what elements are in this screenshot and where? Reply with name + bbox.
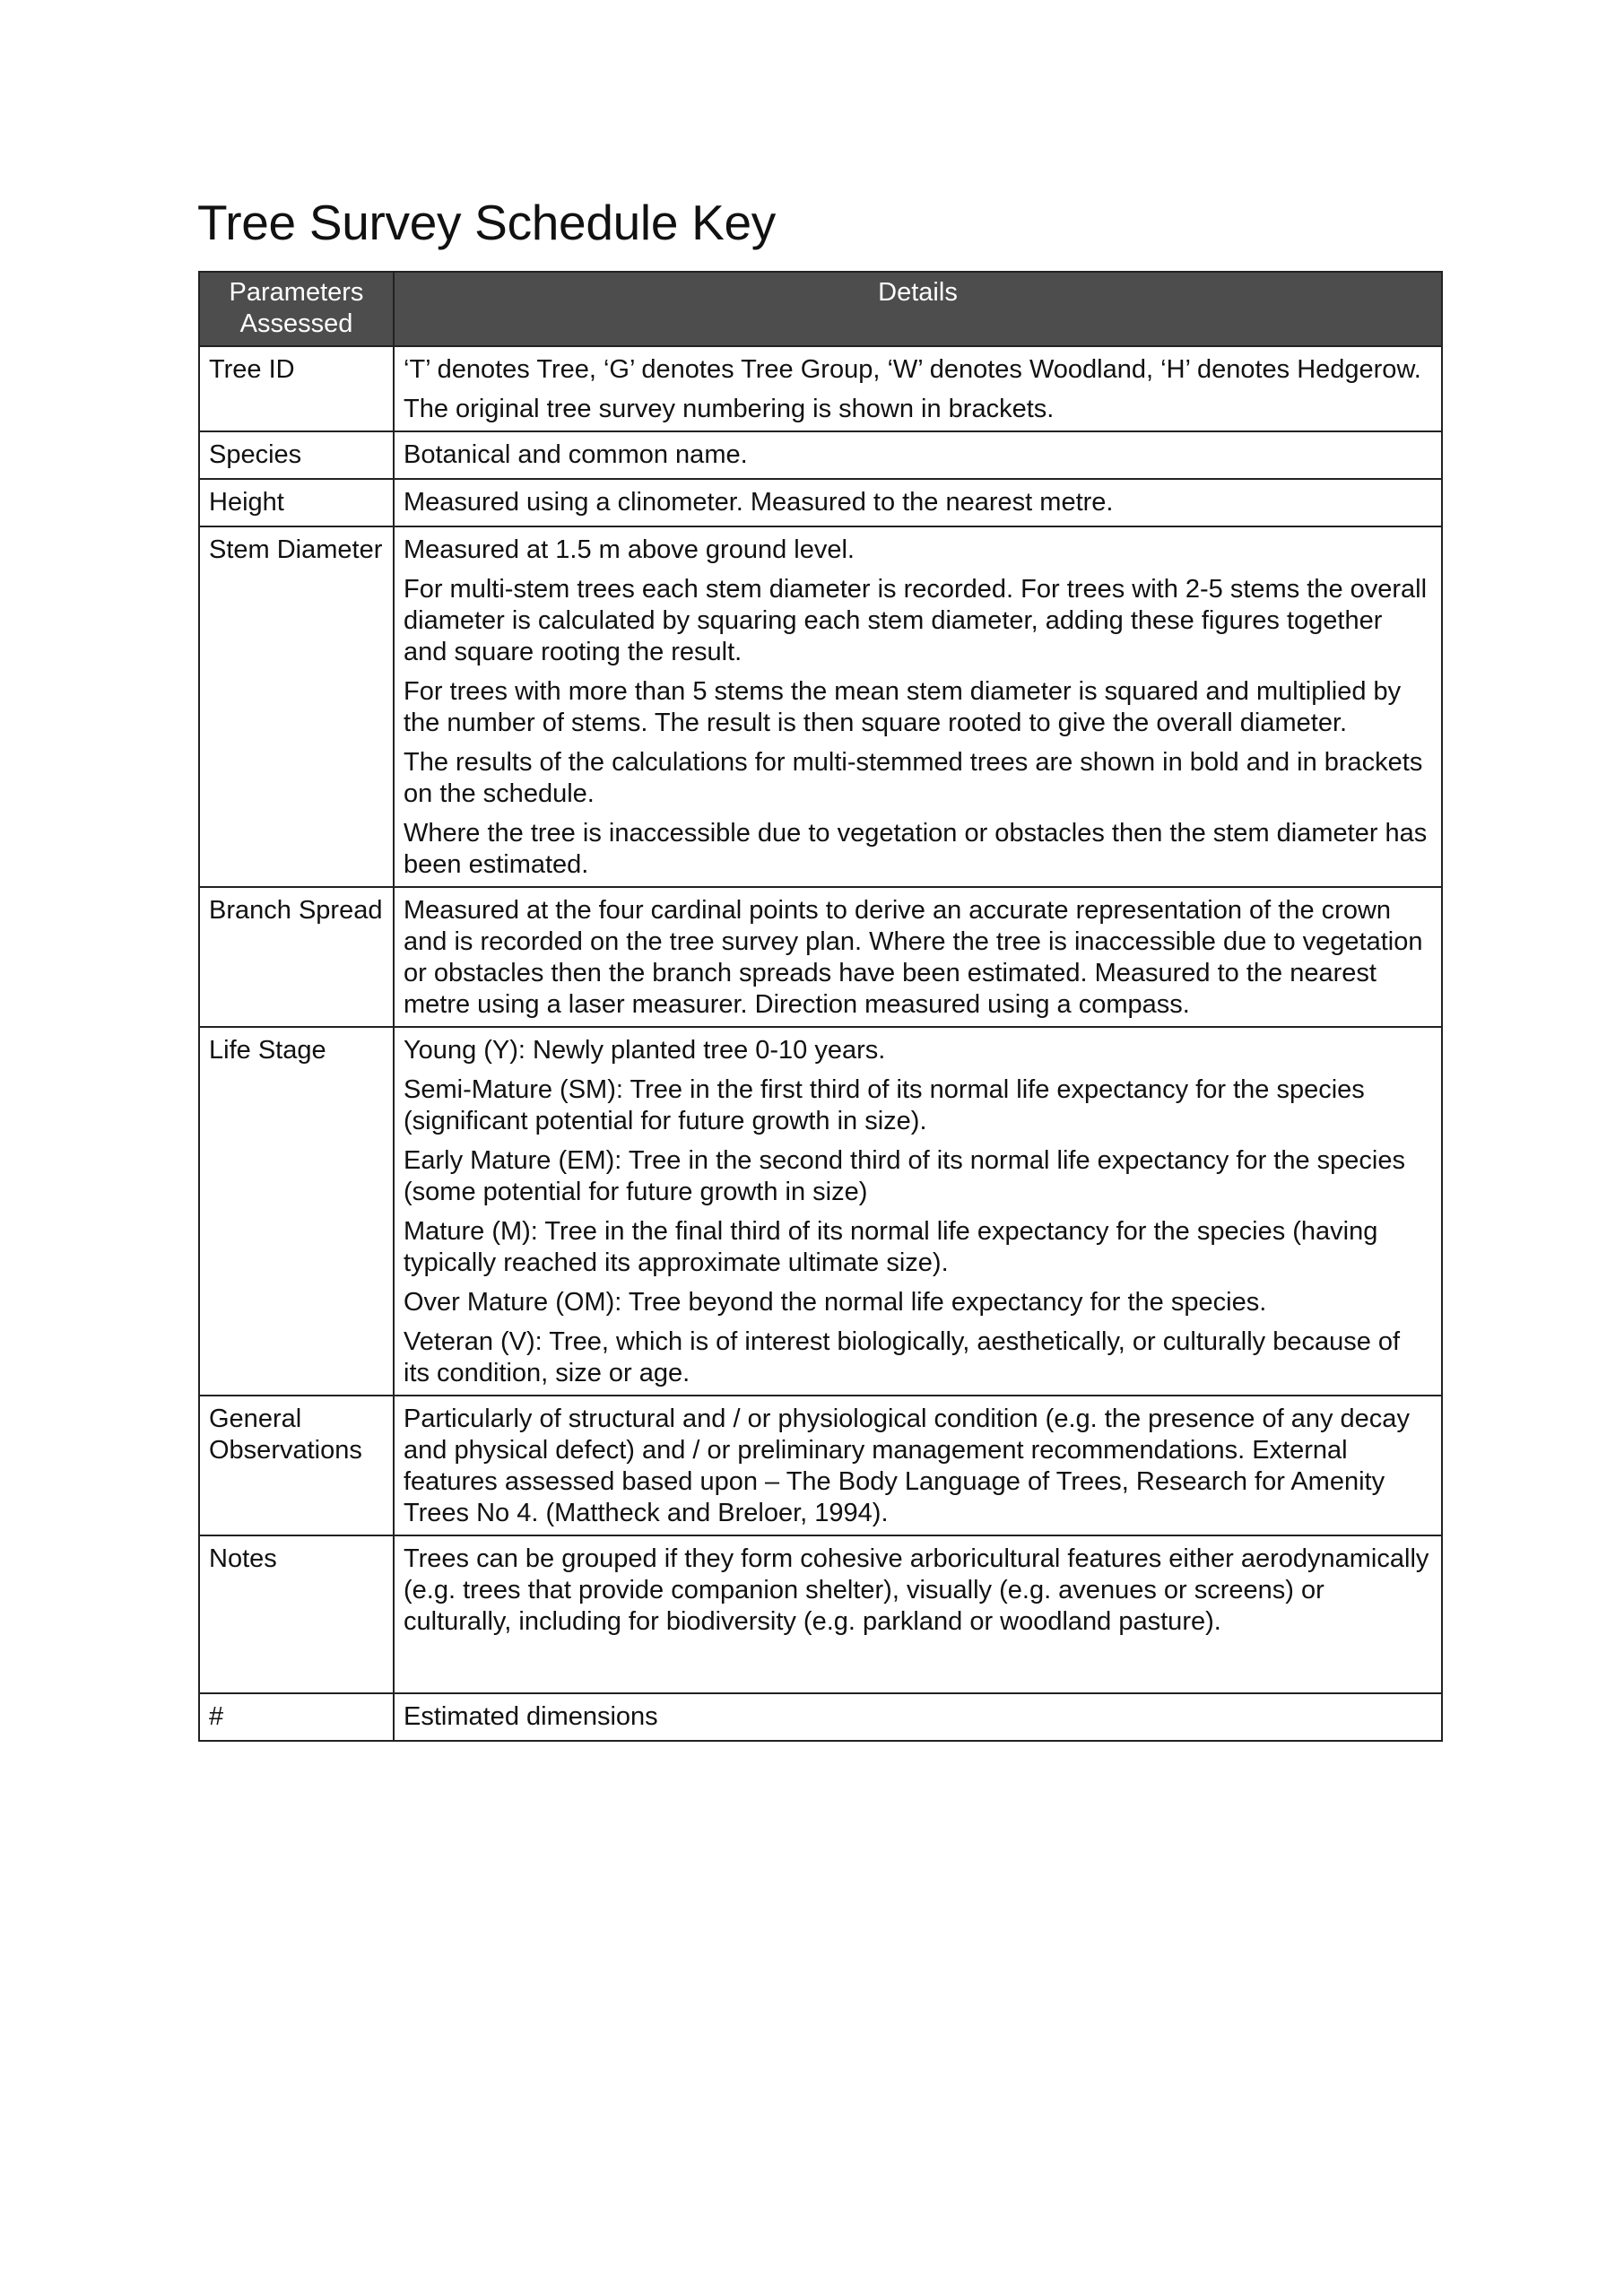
details-cell — [394, 479, 1442, 526]
parameter-cell: General Observations — [199, 1396, 394, 1535]
detail-paragraph: Measured at the four cardinal points to derive an accurate representation of the crown and is recorded on the tree survey plan. Where the tree is inaccessible due to vegetation or obstacles then the branch spreads have been estimated. Measured to the nearest metre using a laser measurer. Direction measured using a compass. — [404, 896, 1423, 1019]
table-row — [199, 346, 1442, 431]
detail-paragraph: The original tree survey numbering is shown in brackets. — [404, 395, 1055, 423]
detail-paragraph: Mature (M): Tree in the final third of its normal life expectancy for the species (having typically reached its approximate ultimate size). — [404, 1217, 1378, 1277]
detail-paragraph: Trees can be grouped if they form cohesive arboricultural features either aerodynamically (e.g. trees that provide companion shelter), visually (e.g. avenues or screens) or culturally, including for biodiversity (e.g. parkland or woodland pasture). — [404, 1544, 1429, 1636]
detail-paragraph: Young (Y): Newly planted tree 0-10 years. — [404, 1036, 886, 1065]
parameter-cell: Tree ID — [199, 346, 394, 431]
details-cell — [394, 1535, 1442, 1693]
detail-paragraph: Estimated dimensions — [404, 1702, 658, 1731]
table-row — [199, 526, 1442, 887]
table-header-row — [199, 272, 1442, 346]
table-row — [199, 1027, 1442, 1396]
detail-paragraph: Early Mature (EM): Tree in the second third of its normal life expectancy for the species (some potential for future growth in size) — [404, 1146, 1405, 1206]
details-cell — [394, 1027, 1442, 1396]
details-cell — [394, 887, 1442, 1027]
page-title: Tree Survey Schedule Key — [197, 195, 776, 250]
detail-paragraph: Over Mature (OM): Tree beyond the normal life expectancy for the species. — [404, 1288, 1267, 1317]
details-cell — [394, 526, 1442, 887]
parameter-cell: Branch Spread — [199, 887, 394, 1027]
table-row — [199, 431, 1442, 479]
detail-paragraph: Semi-Mature (SM): Tree in the first third of its normal life expectancy for the species (significant potential for future growth in size). — [404, 1075, 1365, 1135]
details-cell — [394, 1396, 1442, 1535]
parameter-cell: # — [199, 1693, 394, 1741]
schedule-key-table — [198, 271, 1443, 1742]
table-row — [199, 1396, 1442, 1535]
detail-paragraph: Botanical and common name. — [404, 440, 748, 469]
table-row — [199, 479, 1442, 526]
parameter-cell: Species — [199, 431, 394, 479]
parameter-cell: Notes — [199, 1535, 394, 1693]
table-row — [199, 887, 1442, 1027]
details-cell — [394, 346, 1442, 431]
detail-paragraph: Veteran (V): Tree, which is of interest biologically, aesthetically, or culturally because of its condition, size or age. — [404, 1327, 1401, 1387]
header-parameters: Parameters Assessed — [199, 272, 394, 346]
detail-paragraph: The results of the calculations for multi-stemmed trees are shown in bold and in brackets on the schedule. — [404, 748, 1423, 808]
header-details: Details — [394, 272, 1442, 346]
table-row — [199, 1535, 1442, 1693]
detail-paragraph: ‘T’ denotes Tree, ‘G’ denotes Tree Group, ‘W’ denotes Woodland, ‘H’ denotes Hedgerow. — [404, 355, 1421, 384]
details-cell — [394, 1693, 1442, 1741]
parameter-cell: Life Stage — [199, 1027, 394, 1396]
detail-paragraph: Particularly of structural and / or physiological condition (e.g. the presence of any decay and physical defect) and / or preliminary management recommendations. External features assessed based upon – The Body Language of Trees, Research for Amenity Trees No 4. (Mattheck and Breloer, 1994). — [404, 1405, 1410, 1527]
detail-paragraph: Measured using a clinometer. Measured to the nearest metre. — [404, 488, 1114, 517]
detail-paragraph: Where the tree is inaccessible due to vegetation or obstacles then the stem diameter has been estimated. — [404, 819, 1428, 879]
detail-paragraph: For multi-stem trees each stem diameter is recorded. For trees with 2-5 stems the overall diameter is calculated by squaring each stem diameter, adding these figures together and square rooting the result. — [404, 575, 1428, 666]
detail-paragraph: For trees with more than 5 stems the mean stem diameter is squared and multiplied by the number of stems. The result is then square rooted to give the overall diameter. — [404, 677, 1402, 737]
details-cell — [394, 431, 1442, 479]
table-row — [199, 1693, 1442, 1741]
parameter-cell: Stem Diameter — [199, 526, 394, 887]
parameter-cell: Height — [199, 479, 394, 526]
detail-paragraph: Measured at 1.5 m above ground level. — [404, 535, 855, 564]
